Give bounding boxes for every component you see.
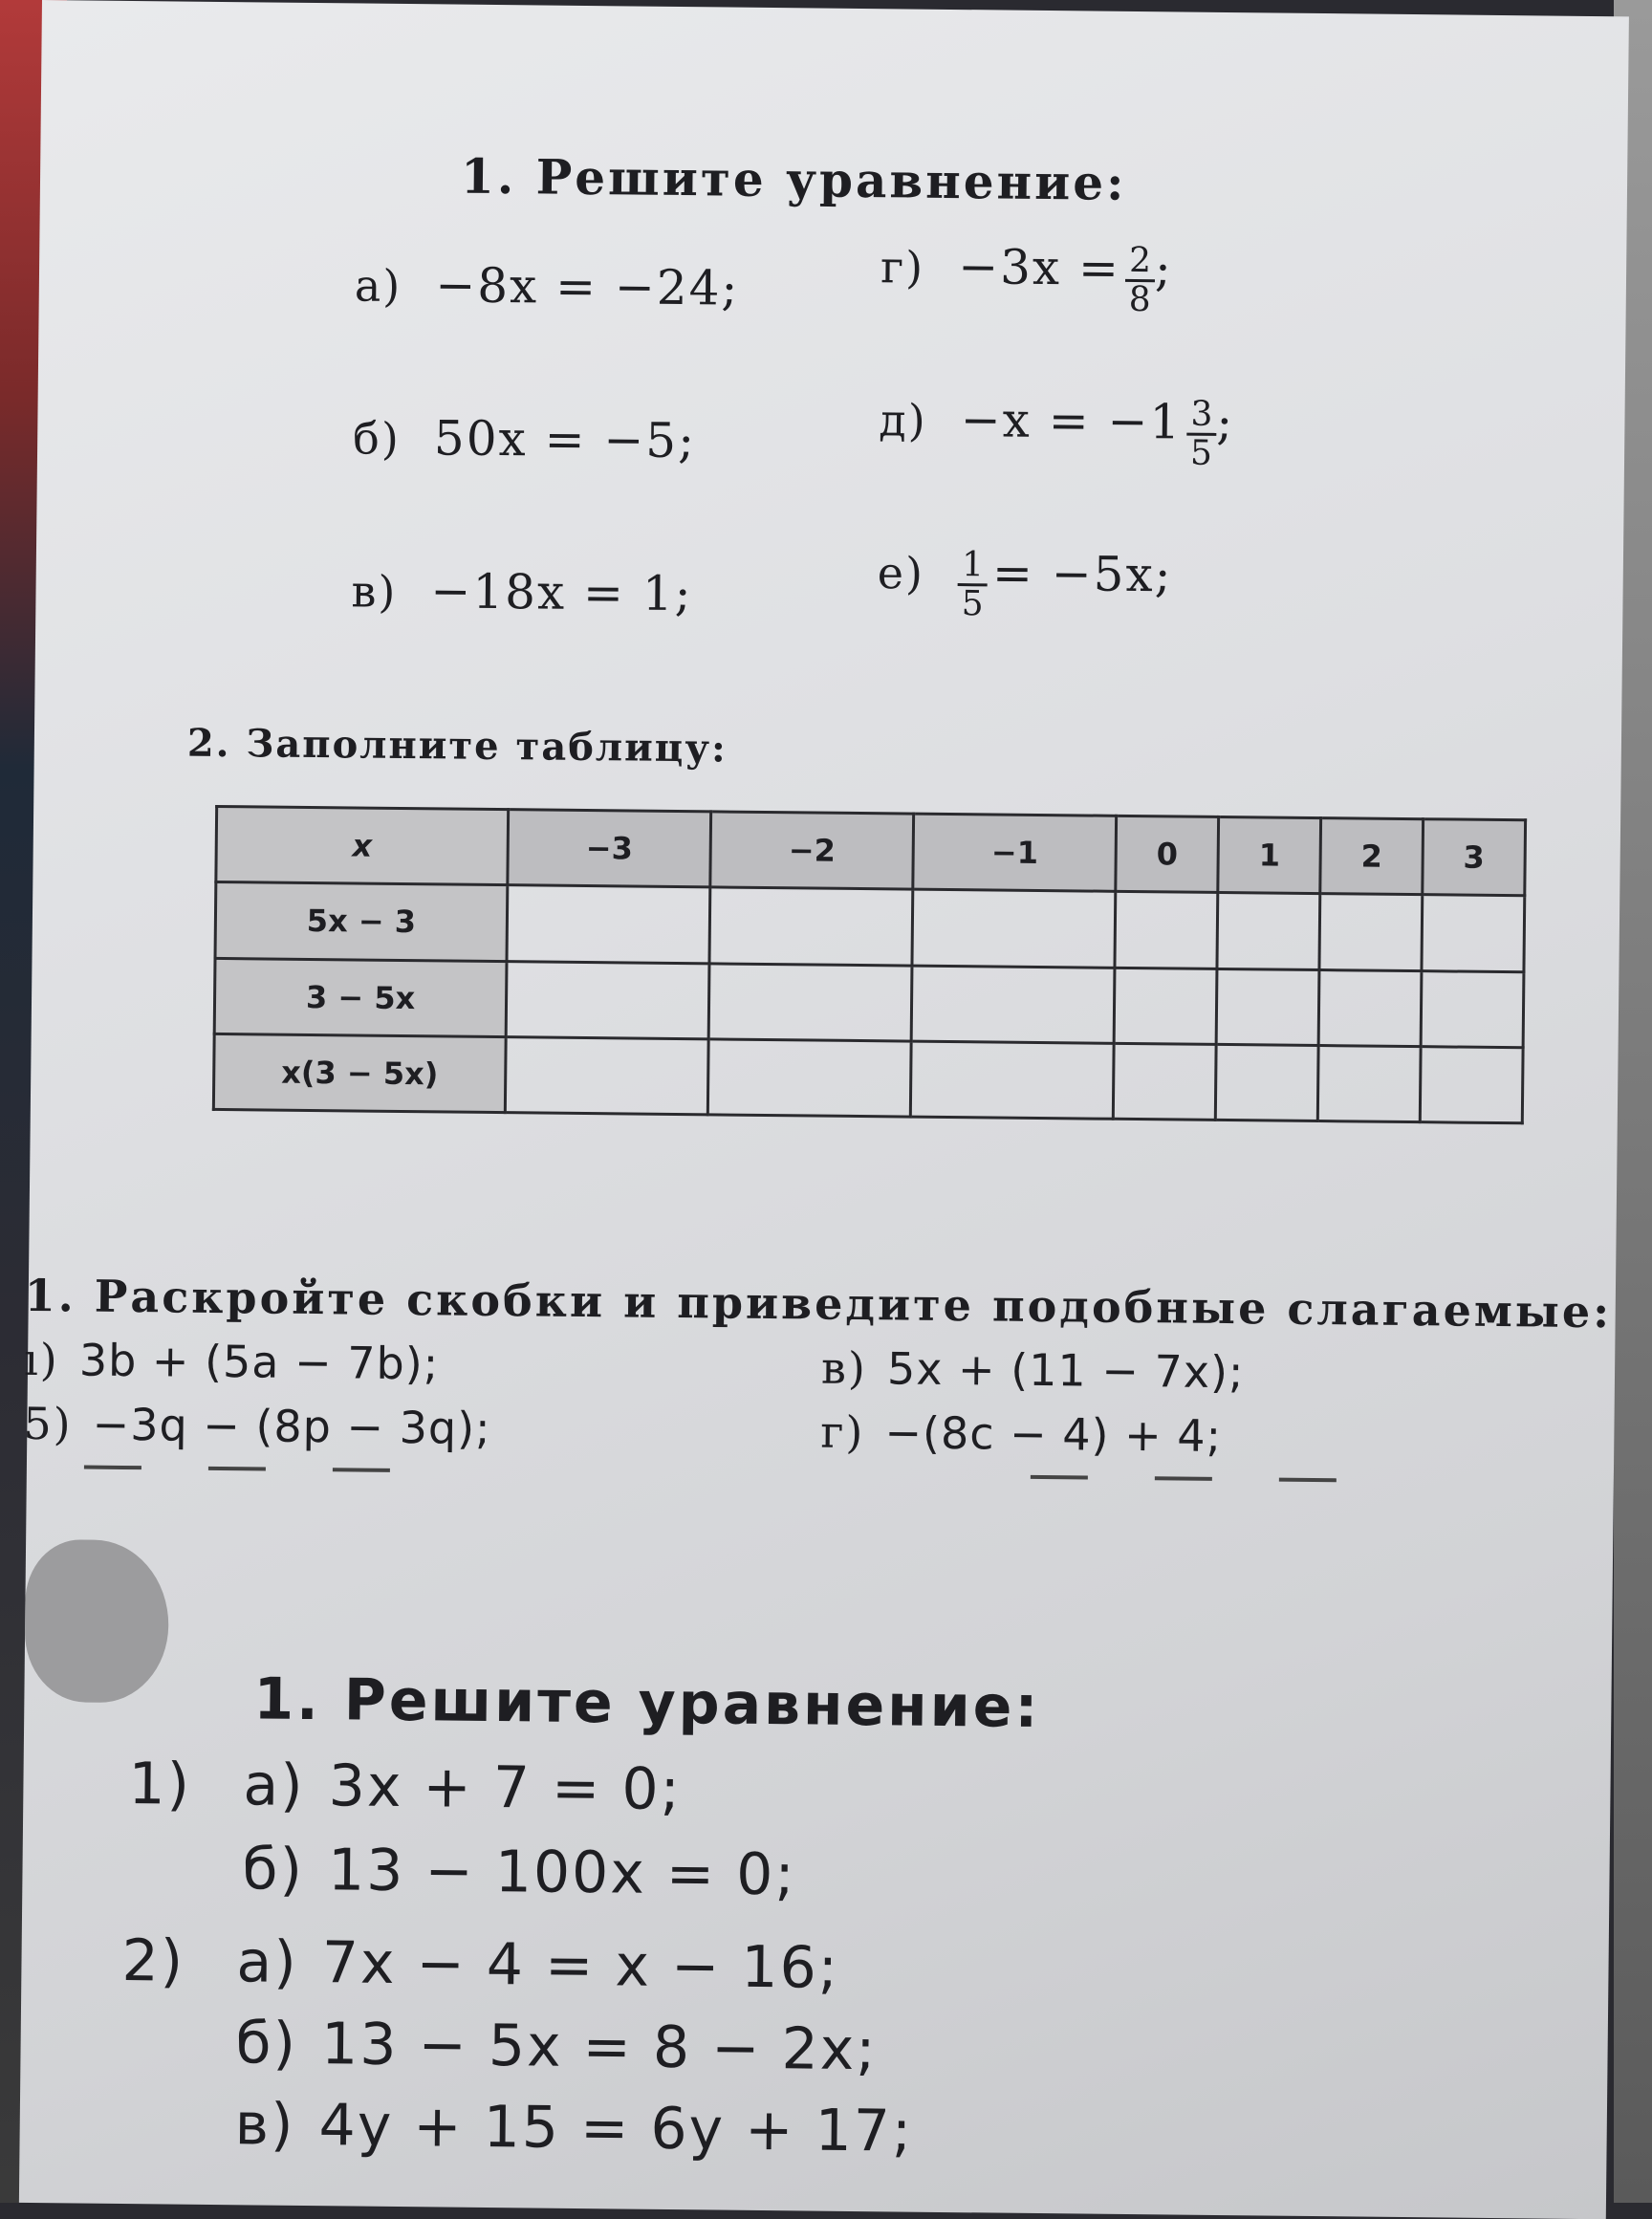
equation: −18x = 1;: [430, 563, 693, 622]
table-cell: [506, 961, 709, 1038]
table-row: [214, 958, 1524, 1048]
table-cell: [1317, 1045, 1421, 1121]
table-cell: [1318, 969, 1422, 1046]
fraction: [958, 547, 989, 622]
expression: −(8c − 4) + 4;: [884, 1406, 1223, 1463]
table-header-cell: 3: [1423, 819, 1526, 896]
denominator: 5: [1189, 433, 1213, 473]
table-row: [215, 882, 1525, 972]
table-header-cell: −3: [508, 810, 711, 887]
equation: 7x − 4 = x − 16;: [321, 1929, 840, 2002]
table-row-header: x(3 − 5x): [213, 1033, 506, 1112]
task4-title: 1. Решите уравнение:: [253, 1665, 1041, 1742]
table-cell: [1114, 1043, 1217, 1120]
cut-line-dash: [1155, 1476, 1212, 1481]
item-label: б): [242, 1836, 305, 1904]
table-cell: [912, 889, 1116, 967]
table-row-header: 3 − 5x: [214, 958, 507, 1036]
table-header-cell: −1: [913, 814, 1117, 891]
task4-item-2v: [234, 2091, 913, 2165]
table-header-cell: −2: [710, 812, 914, 889]
table-cell: [708, 963, 912, 1040]
item-label: в): [234, 2091, 295, 2159]
table-row: [213, 1033, 1523, 1123]
task3-item-b: [23, 1398, 491, 1454]
cut-line-dash: [208, 1467, 266, 1471]
equation: 50x = −5;: [433, 410, 697, 469]
task4-item-1a: [243, 1751, 682, 1823]
task4-item-2b: [235, 2010, 878, 2083]
item-label: а): [236, 1928, 299, 1996]
task1-title: 1. Решите уравнение:: [460, 147, 1127, 211]
numerator: 3: [1186, 397, 1216, 436]
item-label: ı): [23, 1333, 60, 1386]
table-cell: [1319, 894, 1423, 970]
table-cell: [707, 1039, 911, 1117]
task1-item-d: [879, 391, 1235, 472]
table-cell: [1114, 968, 1217, 1044]
denominator: 5: [961, 584, 984, 624]
expression: −3q − (8p − 3q);: [92, 1398, 491, 1454]
table-header-cell: 2: [1320, 818, 1424, 895]
values-table: [212, 805, 1527, 1124]
table-cell: [911, 966, 1115, 1043]
table-cell: [1420, 1046, 1523, 1122]
table-header-cell: x: [216, 806, 509, 884]
equation-tail: ;: [1154, 241, 1174, 297]
denominator: 8: [1128, 279, 1151, 320]
item-label: в): [820, 1341, 868, 1395]
task4-item-1b: [242, 1836, 796, 1908]
task3-item-a: [24, 1334, 440, 1390]
task3-item-g: [820, 1406, 1222, 1462]
table-cell: [507, 885, 710, 963]
table-header-cell: 0: [1116, 816, 1219, 892]
table-cell: [1421, 970, 1524, 1047]
item-label: г): [880, 241, 925, 294]
group-number: 2): [121, 1926, 185, 1995]
cut-line-dash: [84, 1466, 141, 1470]
torn-hole: [24, 1539, 169, 1704]
item-label: а): [243, 1751, 306, 1819]
equation: 4y + 15 = 6y + 17;: [318, 2092, 914, 2165]
table-cell: [505, 1036, 708, 1114]
task1-item-v: [351, 562, 693, 621]
item-label: 5): [23, 1397, 73, 1450]
table-row-header: 5x − 3: [215, 882, 508, 961]
cut-line-dash: [333, 1468, 390, 1472]
task1-item-g: [880, 238, 1174, 318]
fraction: [1125, 243, 1156, 318]
item-label: в): [351, 565, 398, 618]
table-cell: [1215, 1044, 1318, 1120]
equation-lhs: −3x =: [957, 239, 1121, 296]
table-cell: [1115, 892, 1218, 968]
item-label: а): [354, 259, 402, 312]
cut-line-dash: [1031, 1475, 1088, 1480]
table-cell: [709, 887, 913, 965]
item-label: б): [235, 2010, 298, 2078]
equation: −8x = −24;: [435, 257, 740, 316]
task2-title: 2. Заполните таблицу:: [186, 720, 728, 772]
table-header-row: [216, 806, 1526, 896]
task4-item-2a: [236, 1928, 839, 2002]
table-cell: [1217, 893, 1320, 969]
item-label: б): [352, 412, 402, 465]
equation-lhs: −x = −1: [960, 392, 1183, 450]
task1-item-b: [353, 409, 696, 468]
expression: 5x + (11 − 7x);: [886, 1342, 1245, 1399]
item-label: г): [820, 1405, 865, 1459]
equation: 3x + 7 = 0;: [328, 1752, 683, 1824]
task3-title: 1. Раскройте скобки и приведите подобные слагаемые:: [24, 1269, 1613, 1338]
task1-item-e: [877, 544, 1173, 624]
table-header-cell: 1: [1218, 816, 1321, 893]
item-label: д): [879, 394, 928, 446]
equation: 13 − 5x = 8 − 2x;: [320, 2011, 878, 2084]
equation-rhs: = −5x;: [991, 545, 1173, 603]
item-label: е): [877, 547, 925, 599]
paper-sheet: [19, 0, 1629, 2219]
equation-tail: ;: [1215, 394, 1235, 451]
fraction: [1186, 394, 1217, 473]
numerator: 2: [1125, 243, 1155, 282]
task1-item-a: [355, 256, 740, 315]
task3-item-v: [821, 1342, 1245, 1399]
cut-line-dash: [1279, 1478, 1337, 1483]
expression: 3b + (5a − 7b);: [78, 1334, 440, 1390]
group-number: 1): [128, 1751, 192, 1818]
table-cell: [910, 1041, 1114, 1119]
table-cell: [1422, 895, 1525, 971]
numerator: 1: [958, 547, 988, 586]
equation: 13 − 100x = 0;: [327, 1837, 796, 1909]
table-cell: [1216, 968, 1319, 1045]
